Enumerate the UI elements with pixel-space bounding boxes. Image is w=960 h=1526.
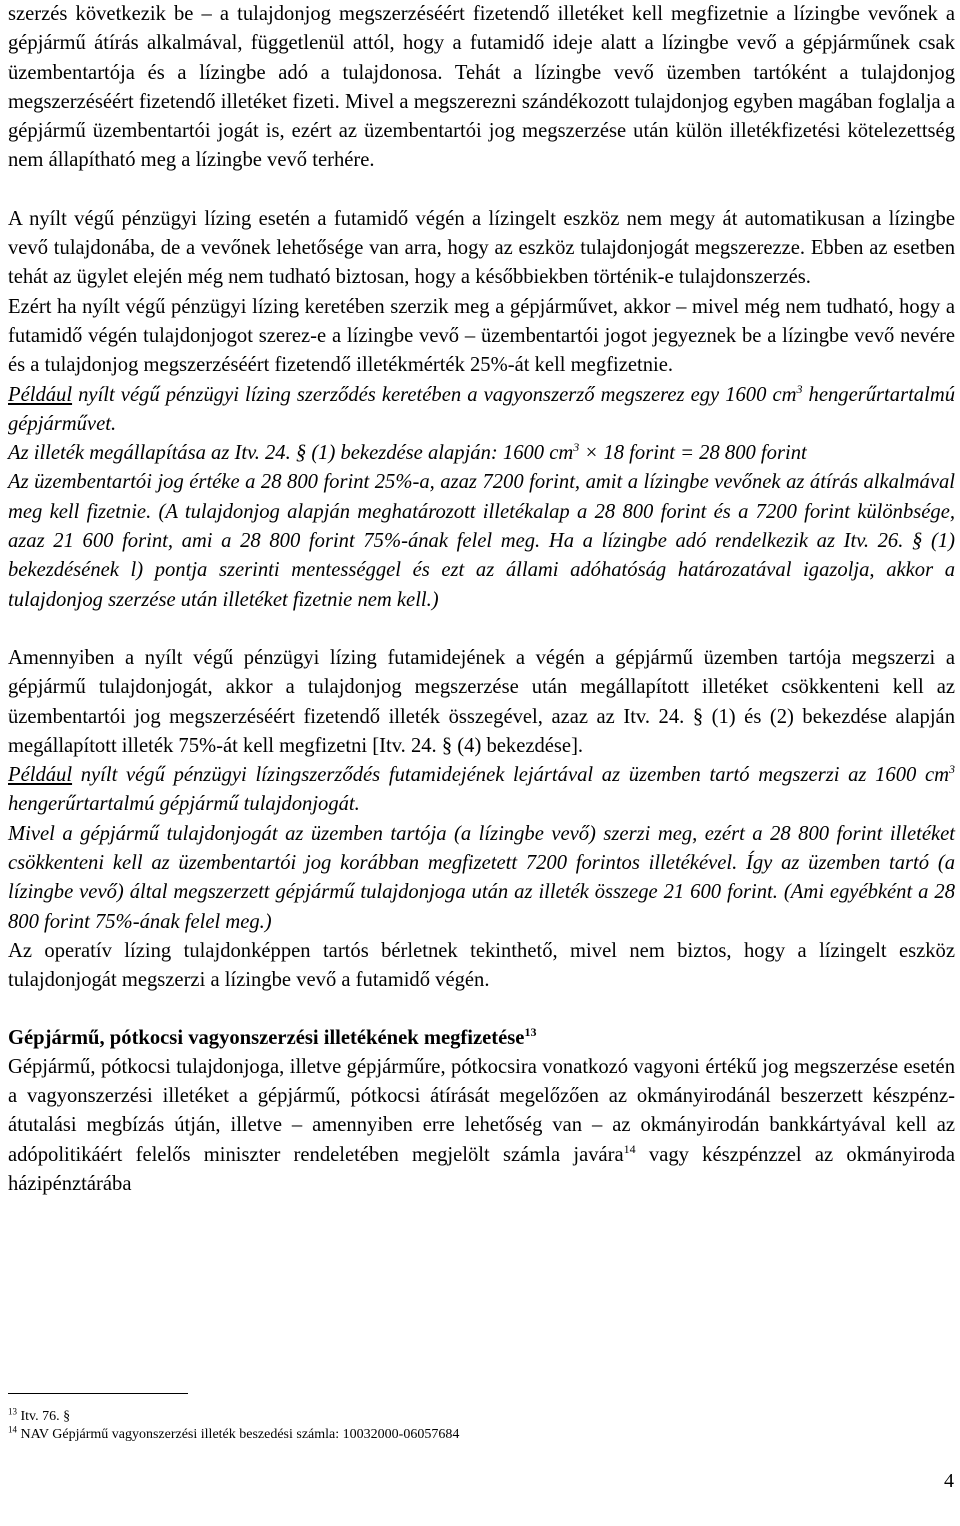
footnotes [8,1393,955,1444]
example-paragraph: Például nyílt végű pénzügyi lízingszerződés futamidejének lejártával az üzemben tartó megszerzi az 1600 $cm^3$ hengerűrtartalmú gépjármű tulajdonjogát. [8,762,955,816]
paragraph: Az operatív lízing tulajdonképpen tartós bérletnek tekinthető, mivel nem biztos, hogy a lízingelt eszköz tulajdonjogát megszerzi a lízingbe vevő a futamidő végén. [8,939,955,992]
footnote-divider [8,1393,188,1394]
footnote-ref[interactable]: 13 [524,1024,537,1039]
example-paragraph: Például nyílt végű pénzügyi lízing szerződés keretében a vagyonszerző megszerez egy 1600 $cm^3$ hengerűrtartalmú gépjárművet. [8,381,955,435]
footnote: $^{13}$ Itv. 76. § [8,1406,71,1424]
paragraph: Amennyiben a nyílt végű pénzügyi lízing futamidejének a végén a gépjármű üzemben tartója megszerzi a gépjármű tulajdonjogát, akkor a tulajdonjog megszerzése után megállapított illetéket csökkenteni kell az üzembentartói jog megszerzéséért fizetendő illeték összegével, azaz az Itv. 24. § (1) és (2) bekezdése alapján megállapított illeték 75%-át kell megfizetni [Itv. 24. § (4) bekezdése]. [8,646,955,757]
example-paragraph: Mivel a gépjármű tulajdonjogát az üzemben tartója (a lízingbe vevő) szerzi meg, ezért a 28 800 forint illetéket csökkenteni kell az üzembentartói jog korábban megfizetett 7200 forintos illetékével. Így az üzemben tartó (a lízingbe vevő) által megszerzett gépjármű tulajdonjoga után az illeték összege 21 600 forint. (Ami egyébként a 28 800 forint 75%-ának felel meg.) [8,822,955,933]
paragraph: Gépjármű, pótkocsi tulajdonjoga, illetve gépjárműre, pótkocsira vonatkozó vagyoni értékű jog megszerzése esetén a vagyonszerzési illetéket a gépjármű, pótkocsi átírását megelőzően az okmányirodánál beszerzett készpénz-átutalási megbízás útján, illetve – amennyiben erre lehetőség van – az okmányirodán bankkártyával kell az adópolitikáért felelős miniszter rendeletében megjelölt számla javára$^{14}$ vagy készpénzzel az okmányiroda házipénztárába [8,1055,955,1195]
document-body [8,0,955,1199]
section-heading: Gépjármű, pótkocsi vagyonszerzési illetékének megfizetése$^{13}$ [8,1024,537,1049]
footnote-ref[interactable]: 14 [623,1141,636,1156]
example-paragraph: Az illeték megállapítása az Itv. 24. § (1) bekezdése alapján: 1600 $cm^3 \times 18$ forint = 28 800 forint [8,440,807,465]
page-number: 4 [944,1470,954,1492]
footnote: $^{14}$ NAV Gépjármű vagyonszerzési illeték beszedési számla: 10032000-06057684 [8,1424,460,1442]
paragraph: szerzés következik be – a tulajdonjog megszerzéséért fizetendő illetéket kell megfizetnie a lízingbe vevőnek a gépjármű átírás alkalmával, függetlenül attól, hogy a futamidő ideje alatt a lízingbe vevő a gépjárműnek csak üzembentartója és a lízingbe adó a tulajdonosa. Tehát a lízingbe vevő üzemben tartóként a tulajdonjog megszerzéséért fizetendő illetéket fizeti. Mivel a megszerezni szándékozott tulajdonjog egyben magában foglalja a gépjármű üzembentartói jogát is, ezért az üzembentartói jog megszerzése után külön illetékfizetési kötelezettség nem állapítható meg a lízingbe vevő terhére. [8,3,955,172]
paragraph: A nyílt végű pénzügyi lízing esetén a futamidő végén a lízingelt eszköz nem megy át automatikusan a lízingbe vevő tulajdonába, de a vevőnek lehetősége van arra, hogy az eszköz tulajdonjogát megszerezze. Ebben az esetben tehát az ügylet elején még nem tudható biztosan, hogy a későbbiekben történik-e tulajdonszerzés. [8,207,955,289]
example-label: Például [8,383,73,406]
paragraph: Ezért ha nyílt végű pénzügyi lízing keretében szerzik meg a gépjárművet, akkor – mivel még nem tudható, hogy a futamidő végén tulajdonjogot szerez-e a lízingbe vevő – üzembentartói jogot jegyeznek be a lízingbe vevő nevére és a tulajdonjog megszerzéséért fizetendő illetékmérték 25%-át kell megfizetnie. [8,295,955,377]
example-paragraph: Az üzembentartói jog értéke a 28 800 forint 25%-a, azaz 7200 forint, amit a lízingbe vevőnek az átírás alkalmával meg kell fizetnie. (A tulajdonjog alapján meghatározott illetékalap a 28 800 forint és a 7200 forint különbsége, azaz 21 600 forint, ami a 28 800 forint 75%-ának felel meg. Ha a lízingbe adó rendelkezik az Itv. 26. § (1) bekezdésének l) pontja szerinti mentességgel és ezt az állami adóhatóság határozatával igazolja, akkor a tulajdonjog szerzése után illetéket fizetnie nem kell.) [8,471,955,611]
example-label: Például [8,764,73,787]
